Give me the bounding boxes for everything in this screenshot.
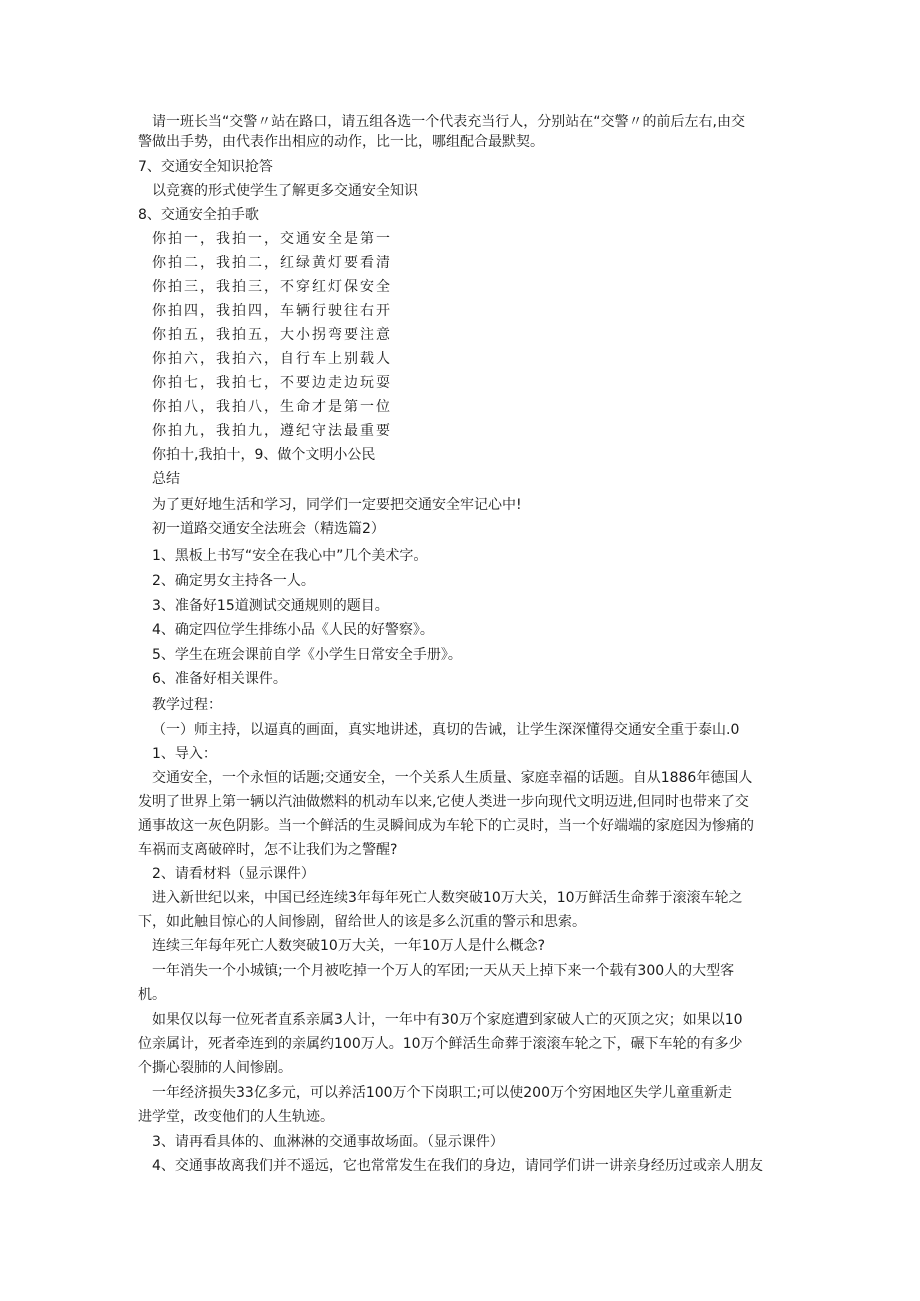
chant-line: 你拍七，我拍七，不要边走边玩耍: [152, 375, 392, 391]
paragraph-line: 警做出手势，由代表作出相应的动作，比一比，哪组配合最默契。: [138, 134, 544, 150]
section-heading: 教学过程：: [152, 697, 222, 713]
chant-line: 你拍四，我拍四，车辆行驶往右开: [152, 303, 392, 319]
article-subtitle: 初一道路交通安全法班会（精选篇2）: [152, 521, 385, 537]
paragraph-line: 一年消失一个小城镇;一个月被吃掉一个万人的军团;一天从天上掉下来一个载有300人的大型客: [152, 963, 735, 979]
paragraph-line: 下，如此触目惊心的人间惨剧，留给世人的该是多么沉重的警示和思索。: [138, 914, 586, 930]
list-item: 1、黑板上书写“安全在我心中”几个美术字。: [152, 548, 428, 564]
list-item: 2、确定男女主持各一人。: [152, 573, 315, 589]
paragraph-line: 连续三年每年死亡人数突破10万大关，一年10万人是什么概念?: [152, 938, 546, 954]
paragraph-line: 个撕心裂肺的人间惨剧。: [138, 1060, 292, 1076]
paragraph-line: 一年经济损失33亿多元，可以养活100万个下岗职工;可以使200万个穷困地区失学儿童重新走: [152, 1085, 732, 1101]
chant-line: 你拍五，我拍五，大小拐弯要注意: [152, 327, 392, 343]
chant-line: 你拍八，我拍八，生命才是第一位: [152, 399, 392, 415]
list-item: 3、准备好15道测试交通规则的题目。: [152, 598, 389, 614]
section-heading: 1、导入：: [152, 746, 217, 762]
paragraph-line: 交通安全，一个永恒的话题;交通安全，一个关系人生质量、家庭幸福的话题。自从1886年德国人: [152, 770, 753, 786]
chant-line: 你拍九，我拍九，遵纪守法最重要: [152, 423, 392, 439]
chant-line: 你拍二，我拍二，红绿黄灯要看清: [152, 255, 392, 271]
chant-line: 你拍六，我拍六，自行车上别载人: [152, 351, 392, 367]
list-item: 4、确定四位学生排练小品《人民的好警察》。: [152, 622, 434, 638]
paragraph-line: 请一班长当“交警〃站在路口，请五组各选一个代表充当行人，分别站在“交警〃的前后左右,由交: [152, 114, 745, 130]
paragraph-line: 4、交通事故离我们并不遥远，它也常常发生在我们的身边，请同学们讲一讲亲身经历过或亲人朋友: [152, 1158, 763, 1174]
paragraph-line: 发明了世界上第一辆以汽油做燃料的机动车以来,它使人类进一步向现代文明迈进,但同时也带来了交: [138, 794, 749, 810]
paragraph-line: 车祸而支离破碎时，怎不让我们为之警醒?: [138, 842, 398, 858]
chant-line: 你拍三，我拍三，不穿红灯保安全: [152, 279, 392, 295]
paragraph-line: 进学堂，改变他们的人生轨迹。: [138, 1109, 334, 1125]
paragraph-line: 通事故这一灰色阴影。当一个鲜活的生灵瞬间成为车轮下的亡灵时，当一个好端端的家庭因为惨痛的: [138, 818, 754, 834]
paragraph-line: 如果仅以每一位死者直系亲属3人计，一年中有30万个家庭遭到家破人亡的灭顶之灾；如果以10: [152, 1012, 743, 1028]
chant-line: 你拍十,我拍十，9、做个文明小公民: [152, 447, 376, 463]
paragraph-line: （一）师主持，以逼真的画面，真实地讲述，真切的告诫，让学生深深懂得交通安全重于泰山.0: [152, 722, 740, 738]
list-item: 6、准备好相关课件。: [152, 671, 287, 687]
paragraph-line: 机。: [138, 987, 166, 1003]
section-heading: 2、请看材料（显示课件）: [152, 866, 315, 882]
section-heading: 3、请再看具体的、血淋淋的交通事故场面。（显示课件）: [152, 1134, 504, 1150]
chant-line: 你拍一，我拍一，交通安全是第一: [152, 231, 392, 247]
paragraph-line: 位亲属计，死者牵连到的亲属约100万人。10万个鲜活生命葬于滚滚车轮之下，碾下车轮的有多少: [138, 1036, 743, 1052]
section-heading: 8、交通安全拍手歌: [138, 207, 259, 223]
paragraph-line: 以竞赛的形式使学生了解更多交通安全知识: [152, 183, 418, 199]
paragraph-line: 进入新世纪以来，中国已经连续3年每年死亡人数突破10万大关，10万鲜活生命葬于滚滚车轮之: [152, 890, 743, 906]
section-heading: 总结: [152, 471, 180, 487]
paragraph-line: 为了更好地生活和学习，同学们一定要把交通安全牢记心中!: [152, 497, 522, 513]
list-item: 5、学生在班会课前自学《小学生日常安全手册》。: [152, 647, 462, 663]
section-heading: 7、交通安全知识抢答: [138, 159, 273, 175]
